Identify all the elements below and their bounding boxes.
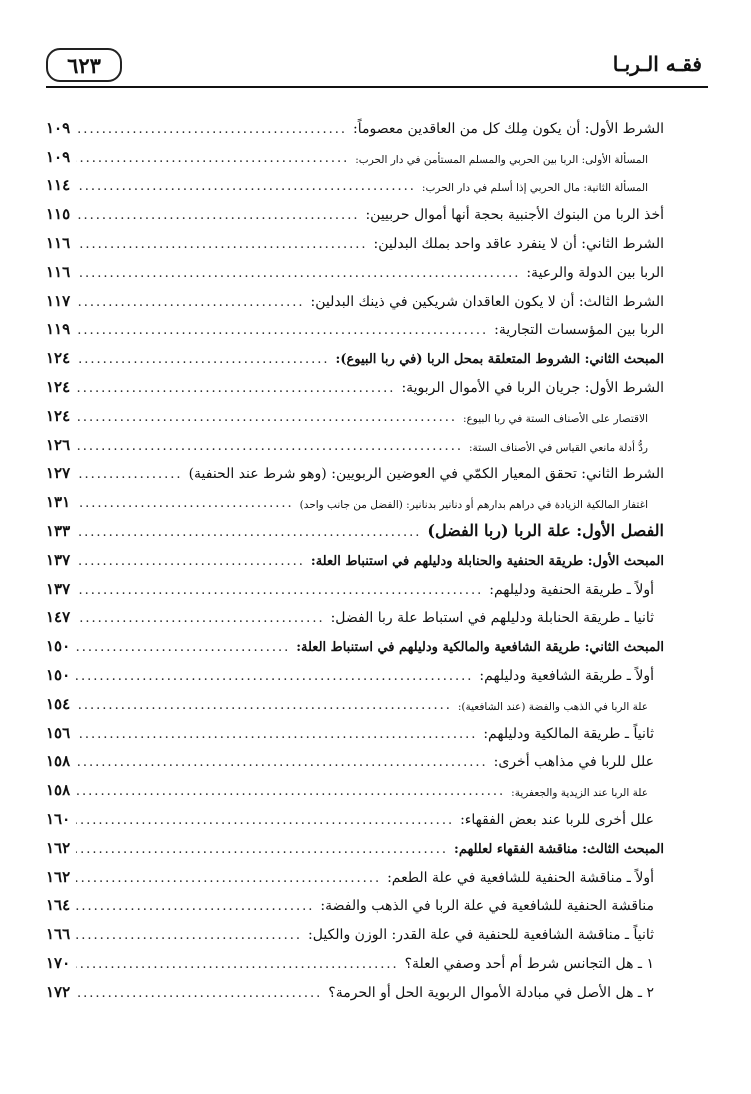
toc-leader-dots <box>76 151 349 166</box>
toc-entry-title: المبحث الأول: طريقة الحنفية والحنابلة ودليلهم في استنباط العلة: <box>310 553 664 569</box>
toc-entry <box>46 281 664 310</box>
toc-entry <box>46 886 664 915</box>
toc-entry-title: ردُّ أدلة مانعي القياس في الأصناف الستة: <box>468 441 648 454</box>
header-rule <box>46 86 708 88</box>
toc-entry-page: ١٣٣ <box>46 521 71 540</box>
toc-entry <box>46 338 664 367</box>
toc-leader-dots <box>76 899 314 914</box>
toc-leader-dots <box>76 611 324 626</box>
toc-leader-dots <box>76 957 398 972</box>
toc-leader-dots <box>76 496 293 511</box>
toc-entry-title: المبحث الثاني: طريقة الشافعية والمالكية ودليلهم في استنباط العلة: <box>296 640 664 656</box>
toc-entry <box>46 540 664 569</box>
toc-entry <box>46 684 664 713</box>
toc-leader-dots <box>76 122 347 137</box>
toc-entry-title: علة الربا في الذهب والفضة (عند الشافعية): <box>457 700 648 713</box>
toc-entry <box>46 223 664 252</box>
toc-entry-page: ١١٦ <box>46 262 71 281</box>
toc-entry-page: ١٢٤ <box>46 349 71 368</box>
toc-entry-title: المسألة الثانية: مال الحربي إذا أسلم في دار الحرب: <box>421 182 648 195</box>
toc-leader-dots <box>76 813 454 828</box>
toc-leader-dots <box>76 640 290 655</box>
toc-entry-page: ١٥٨ <box>46 752 71 771</box>
toc-leader-dots <box>76 986 322 1001</box>
toc-leader-dots <box>76 871 381 886</box>
toc-entry <box>46 454 664 483</box>
toc-leader-dots <box>76 842 448 857</box>
toc-entry <box>46 626 664 655</box>
toc-entry-title: أخذ الربا من البنوك الأجنبية بحجة أنها أموال حربيين: <box>365 207 664 224</box>
toc-entry-page: ١٢٤ <box>46 406 71 425</box>
toc-entry-title: الشرط الأول: أن يكون مِلك كل من العاقدين معصوماً: <box>353 120 664 137</box>
toc-entry-page: ١٦٢ <box>46 838 71 857</box>
toc-entry-title: المسألة الأولى: الربا بين الحربي والمسلم المستأمن في دار الحرب: <box>355 153 648 166</box>
toc-entry-page: ١٣١ <box>46 493 71 512</box>
toc-leader-dots <box>76 554 305 569</box>
toc-entry-title: الشرط الثالث: أن لا يكون العاقدان شريكين في ذينك البدلين: <box>310 293 664 310</box>
toc-leader-dots <box>76 583 483 598</box>
toc-entry-page: ١٠٩ <box>46 118 71 137</box>
toc-entry-page: ١٥٦ <box>46 723 71 742</box>
toc-entry-page: ١٢٧ <box>46 464 71 483</box>
toc-entry <box>46 425 664 454</box>
toc-entry-page: ١٥٤ <box>46 694 71 713</box>
toc-leader-dots <box>76 784 505 799</box>
toc-leader-dots <box>76 179 416 194</box>
toc-entry <box>46 166 664 195</box>
toc-entry-title: أولاً ـ مناقشة الحنفية للشافعية في علة الطعم: <box>387 869 654 886</box>
toc-leader-dots <box>76 295 304 310</box>
toc-entry <box>46 137 664 166</box>
toc-entry-title: الربا بين المؤسسات التجارية: <box>494 322 664 339</box>
toc-entry-page: ١٦٢ <box>46 867 71 886</box>
toc-entry-page: ١٥٨ <box>46 781 71 800</box>
toc-entry-title: ثانياً ـ طريقة المالكية ودليلهم: <box>483 725 654 742</box>
toc-entry-page: ١٦٤ <box>46 896 71 915</box>
toc-entry-title: ٢ ـ هل الأصل في مبادلة الأموال الربوية الحل أو الحرمة؟ <box>328 984 654 1001</box>
toc-entry-title: مناقشة الحنفية للشافعية في علة الربا في الذهب والفضة: <box>320 898 654 915</box>
toc-leader-dots <box>76 266 520 281</box>
toc-leader-dots <box>76 669 473 684</box>
toc-entry-page: ١٦٦ <box>46 925 71 944</box>
page-header <box>46 48 708 88</box>
toc-entry-title: الربا بين الدولة والرعية: <box>526 264 664 281</box>
toc-leader-dots <box>76 698 452 713</box>
toc-entry <box>46 367 664 396</box>
toc-entry-page: ١٢٦ <box>46 435 71 454</box>
toc-entry-page: ١٧٠ <box>46 953 71 972</box>
toc-entry <box>46 108 664 137</box>
table-of-contents <box>46 108 664 1001</box>
toc-entry-title: ثانياً ـ مناقشة الشافعية للحنفية في علة القدر: الوزن والكيل: <box>308 927 654 944</box>
toc-entry <box>46 655 664 684</box>
toc-entry <box>46 972 664 1001</box>
toc-leader-dots <box>76 525 421 540</box>
toc-leader-dots <box>76 439 463 454</box>
toc-entry-title: علة الربا عند الزيدية والجعفرية: <box>511 787 648 800</box>
running-title: فقـه الـربـا <box>612 52 702 76</box>
toc-leader-dots <box>76 352 329 367</box>
toc-entry-title: أولاً ـ طريقة الشافعية ودليلهم: <box>479 667 654 684</box>
toc-entry-page: ١١٧ <box>46 291 71 310</box>
toc-entry-title: المبحث الثاني: الشروط المتعلقة بمحل الربا (في ربا البيوع): <box>335 352 664 368</box>
toc-entry-title: المبحث الثالث: مناقشة الفقهاء لعللهم: <box>454 841 664 857</box>
toc-entry <box>46 310 664 339</box>
toc-entry-title: ثانيا ـ طريقة الحنابلة ودليلهم في استباط علة ربا الفضل: <box>330 610 654 627</box>
toc-entry <box>46 770 664 799</box>
toc-entry-page: ١١٥ <box>46 205 71 224</box>
toc-leader-dots <box>76 467 182 482</box>
toc-entry <box>46 914 664 943</box>
toc-entry <box>46 252 664 281</box>
toc-entry <box>46 396 664 425</box>
toc-entry <box>46 482 664 511</box>
toc-entry <box>46 511 664 540</box>
toc-entry-page: ١٣٧ <box>46 550 71 569</box>
toc-leader-dots <box>76 755 487 770</box>
toc-leader-dots <box>76 410 457 425</box>
toc-entry <box>46 713 664 742</box>
toc-entry-page: ١٠٩ <box>46 147 71 166</box>
toc-entry-page: ١٣٧ <box>46 579 71 598</box>
toc-entry <box>46 857 664 886</box>
toc-leader-dots <box>76 381 395 396</box>
page-number-badge: ٦٢٣ <box>46 48 122 82</box>
toc-entry <box>46 598 664 627</box>
toc-leader-dots <box>76 208 359 223</box>
toc-entry-title: الشرط الثاني: تحقق المعيار الكمّي في العوضين الربويين: (وهو شرط عند الحنفية) <box>188 466 664 483</box>
toc-entry-page: ١٤٧ <box>46 608 71 627</box>
toc-entry-title: أولاً ـ طريقة الحنفية ودليلهم: <box>489 581 654 598</box>
toc-entry-page: ١٧٢ <box>46 982 71 1001</box>
toc-entry-page: ١٦٠ <box>46 809 71 828</box>
toc-entry-page: ١٥٠ <box>46 665 71 684</box>
toc-entry-title: الفصل الأول: علة الربا (ربا الفضل) <box>427 520 664 540</box>
toc-entry <box>46 799 664 828</box>
toc-entry-title: الشرط الأول: جريان الربا في الأموال الربوية: <box>401 379 664 396</box>
toc-leader-dots <box>76 928 302 943</box>
toc-leader-dots <box>76 323 488 338</box>
toc-entry-page: ١١٦ <box>46 233 71 252</box>
toc-entry <box>46 828 664 857</box>
toc-entry-title: علل أخرى للربا عند بعض الفقهاء: <box>460 811 654 828</box>
toc-leader-dots <box>76 237 367 252</box>
toc-entry-title: اغتفار المالكية الزيادة في دراهم بدارهم أو دنانير بدنانير: (الفضل من جانب واحد) <box>299 499 648 512</box>
toc-entry-page: ١٥٠ <box>46 637 71 656</box>
toc-entry-title: الاقتصار على الأصناف الستة في ربا البيوع: <box>463 412 648 425</box>
toc-entry-page: ١٢٤ <box>46 377 71 396</box>
toc-entry <box>46 742 664 771</box>
toc-entry-title: الشرط الثاني: أن لا ينفرد عاقد واحد بملك البدلين: <box>373 235 664 252</box>
toc-entry <box>46 569 664 598</box>
toc-entry-title: ١ ـ هل التجانس شرط أم أحد وصفي العلة؟ <box>404 955 654 972</box>
toc-entry-page: ١١٤ <box>46 176 71 195</box>
toc-entry-page: ١١٩ <box>46 320 71 339</box>
toc-entry-title: علل للربا في مذاهب أخرى: <box>493 754 654 771</box>
toc-leader-dots <box>76 727 477 742</box>
toc-entry <box>46 194 664 223</box>
toc-entry <box>46 943 664 972</box>
